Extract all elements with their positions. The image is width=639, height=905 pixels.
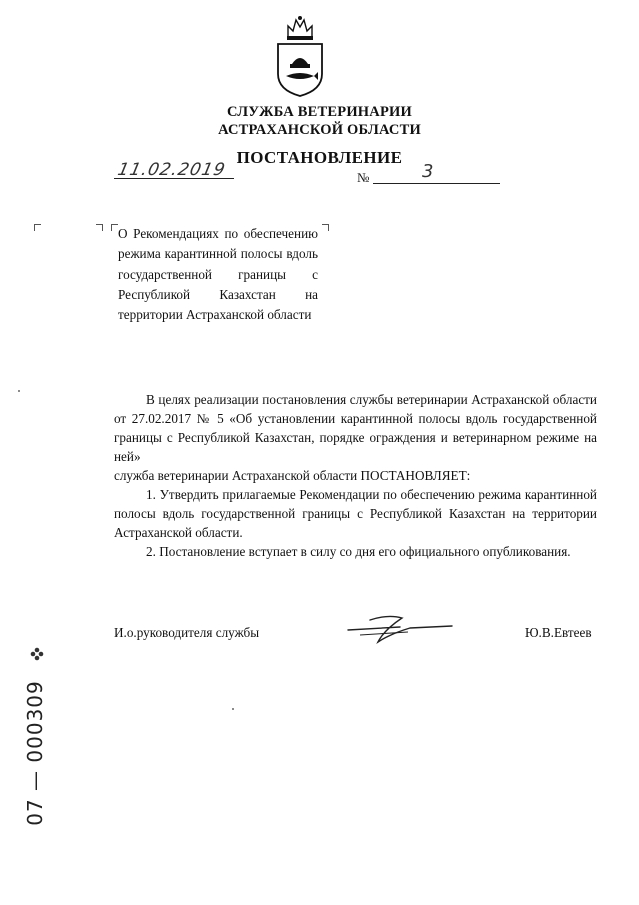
flower-mark-icon [30,647,44,661]
body-item: 2. Постановление вступает в силу со дня его официального опубликования. [146,544,571,559]
margin-number-text: 07 — 000309 [23,679,47,826]
corner-bracket [96,224,103,231]
scan-speck [18,390,20,392]
document-title: ПОСТАНОВЛЕНИЕ [236,148,403,167]
organization-name-line2: АСТРАХАНСКОЙ ОБЛАСТИ [218,122,421,138]
margin-registration-number [20,679,50,826]
number-underline [373,183,500,184]
document-subject: О Рекомендациях по обеспечению режима карантинной полосы вдоль государственной границы с Республикой Казахстан на территории Астраханской области [118,226,318,323]
body-item: 1. Утвердить прилагаемые Рекомендации по обеспечению режима карантинной полосы вдоль государственной границы с Республикой Казахстан на территории Астраханской области. [114,487,597,540]
document-date: 11.02.2019 [115,160,228,180]
organization-name-line1: СЛУЖБА ВЕТЕРИНАРИИ [227,104,412,120]
number-sign: № [357,170,370,185]
corner-bracket [34,224,41,231]
body-paragraph: служба ветеринарии Астраханской области ПОСТАНОВЛЯЕТ: [114,468,471,483]
date-underline [114,178,234,179]
corner-bracket [322,224,329,231]
document-number: 3 [422,161,434,182]
corner-bracket [111,224,118,231]
signatory-name: Ю.В.Евтеев [525,625,592,640]
coat-of-arms-icon [270,12,330,98]
document-body [114,390,597,561]
signatory-title: И.о.руководителя службы [114,625,260,640]
scan-speck [232,708,234,710]
body-paragraph: В целях реализации постановления службы ветеринарии Астраханской области от 27.02.2017 № 5 «Об установлении карантинной полосы вдоль государственной границы с Республикой Казахстан, порядке ограждения и ветеринарном режиме на ней» [114,392,597,464]
handwritten-signature-icon [340,608,460,648]
